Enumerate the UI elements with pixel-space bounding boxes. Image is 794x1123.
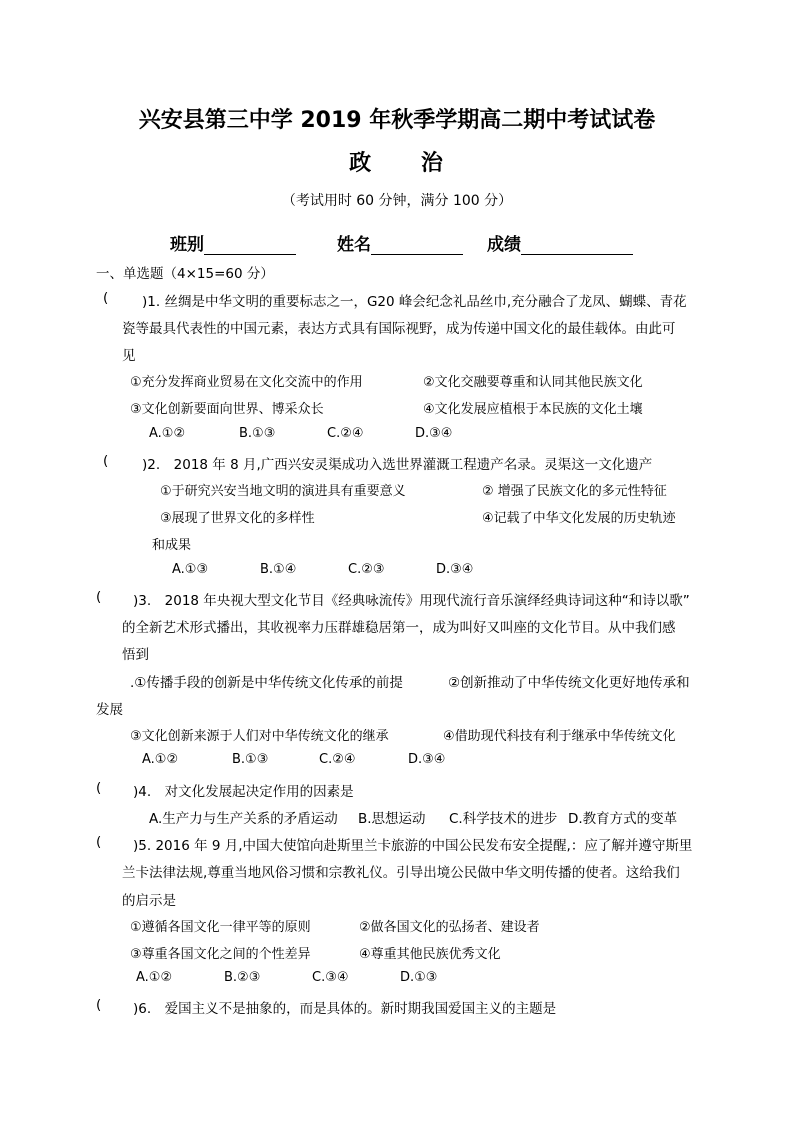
answer-choice[interactable]: C.②③ [348, 562, 385, 577]
exam-note: （考试用时 60 分钟，满分 100 分） [281, 193, 513, 209]
option-statement: ④记载了中华文化发展的历史轨迹 [482, 511, 676, 526]
answer-paren[interactable]: ( [103, 453, 109, 469]
question-stem-line: )1. 丝绸是中华文明的重要标志之一，G20 峰会纪念礼品丝巾,充分融合了龙凤、蝴蝶、青花 [142, 294, 687, 310]
answer-choice[interactable]: A.①② [136, 970, 173, 985]
option-statement: ②文化交融要尊重和认同其他民族文化 [423, 375, 643, 390]
answer-choice[interactable]: A.①② [142, 752, 179, 767]
question-stem-line: 兰卡法律法规,尊重当地风俗习惯和宗教礼仪。引导出境公民做中华文明传播的使者。这给我们 [122, 865, 680, 881]
answer-choice[interactable]: B.①③ [239, 426, 276, 441]
exam-title: 兴安县第三中学 2019 年秋季学期高二期中考试试卷 [138, 108, 656, 133]
class-label: 班别 [170, 235, 204, 255]
score-blank[interactable] [521, 236, 633, 255]
option-statement: .①传播手段的创新是中华传统文化传承的前提 [130, 675, 403, 691]
option-statement: ①充分发挥商业贸易在文化交流中的作用 [130, 375, 363, 390]
option-statement: ④尊重其他民族优秀文化 [359, 947, 501, 962]
question-stem-line: 悟到 [122, 647, 149, 663]
option-statement: ③文化创新要面向世界、博采众长 [130, 402, 324, 417]
subject-title [0, 146, 794, 177]
answer-paren[interactable]: ( [96, 780, 102, 796]
question-stem-line: 的启示是 [122, 893, 176, 909]
name-field[interactable] [337, 230, 463, 255]
answer-paren[interactable]: ( [96, 589, 102, 605]
option-statement: ②创新推动了中华传统文化更好地传承和 [448, 675, 690, 691]
option-statement: 和成果 [152, 538, 192, 553]
class-field[interactable] [170, 230, 296, 255]
option-statement: ②做各国文化的弘扬者、建设者 [359, 920, 540, 935]
answer-choice[interactable]: B.①④ [260, 562, 297, 577]
option-statement: ③文化创新来源于人们对中华传统文化的继承 [130, 729, 389, 744]
option-statement: ①于研究兴安当地文明的演进具有重要意义 [160, 484, 406, 499]
name-blank[interactable] [371, 236, 463, 255]
option-statement: ② 增强了民族文化的多元性特征 [482, 484, 667, 499]
question-stem-line: )2. 2018 年 8 月,广西兴安灵渠成功入选世界灌溉工程遗产名录。灵渠这一文化遗产 [142, 457, 653, 473]
subject-label: 政 治 [349, 151, 445, 176]
answer-choice[interactable]: D.教育方式的变革 [568, 811, 678, 827]
question-stem-line: 的全新艺术形式播出，其收视率力压群雄稳居第一，成为叫好又叫座的文化节目。从中我们感 [122, 620, 676, 636]
section-heading: 一、单选题（4×15=60 分） [96, 266, 274, 282]
answer-choice[interactable]: B.思想运动 [358, 811, 426, 827]
answer-choice[interactable]: C.②④ [327, 426, 364, 441]
answer-paren[interactable]: ( [103, 290, 109, 306]
answer-choice[interactable]: A.①② [149, 426, 186, 441]
option-statement: ④文化发展应植根于本民族的文化土壤 [423, 402, 643, 417]
answer-paren[interactable]: ( [96, 997, 102, 1013]
option-statement: ④借助现代科技有利于继承中华传统文化 [443, 729, 676, 744]
answer-choice[interactable]: C.②④ [319, 752, 356, 767]
option-statement: ③尊重各国文化之间的个性差异 [130, 947, 311, 962]
answer-choice[interactable]: C.③④ [312, 970, 349, 985]
question-stem-line: )6. 爱国主义不是抽象的，而是具体的。新时期我国爱国主义的主题是 [133, 1001, 557, 1017]
answer-choice[interactable]: A.①③ [172, 562, 209, 577]
option-statement: ③展现了世界文化的多样性 [160, 511, 315, 526]
answer-choice[interactable]: B.①③ [232, 752, 269, 767]
question-stem-line: )5. 2016 年 9 月,中国大使馆向赴斯里兰卡旅游的中国公民发布安全提醒,：应了解并遵守斯里 [133, 838, 693, 854]
question-stem-line: )3. 2018 年央视大型文化节目《经典咏流传》用现代流行音乐演绎经典诗词这种“和诗以歌” [133, 593, 690, 609]
name-label: 姓名 [337, 235, 371, 255]
answer-choice[interactable]: D.①③ [400, 970, 438, 985]
answer-choice[interactable]: B.②③ [224, 970, 261, 985]
class-blank[interactable] [204, 236, 296, 255]
answer-choice[interactable]: D.③④ [415, 426, 453, 441]
option-statement: 发展 [96, 702, 123, 718]
option-statement: ①遵循各国文化一律平等的原则 [130, 920, 311, 935]
answer-choice[interactable]: D.③④ [436, 562, 474, 577]
score-label: 成绩 [487, 235, 521, 255]
score-field[interactable] [487, 230, 633, 255]
question-stem-line: )4. 对文化发展起决定作用的因素是 [133, 784, 354, 800]
answer-choice[interactable]: C.科学技术的进步 [449, 811, 558, 827]
question-stem-line: 见 [122, 348, 136, 364]
answer-choice[interactable]: A.生产力与生产关系的矛盾运动 [149, 811, 338, 827]
question-stem-line: 瓷等最具代表性的中国元素，表达方式具有国际视野，成为传递中国文化的最佳载体。由此可 [122, 321, 676, 337]
answer-choice[interactable]: D.③④ [408, 752, 446, 767]
answer-paren[interactable]: ( [96, 834, 102, 850]
